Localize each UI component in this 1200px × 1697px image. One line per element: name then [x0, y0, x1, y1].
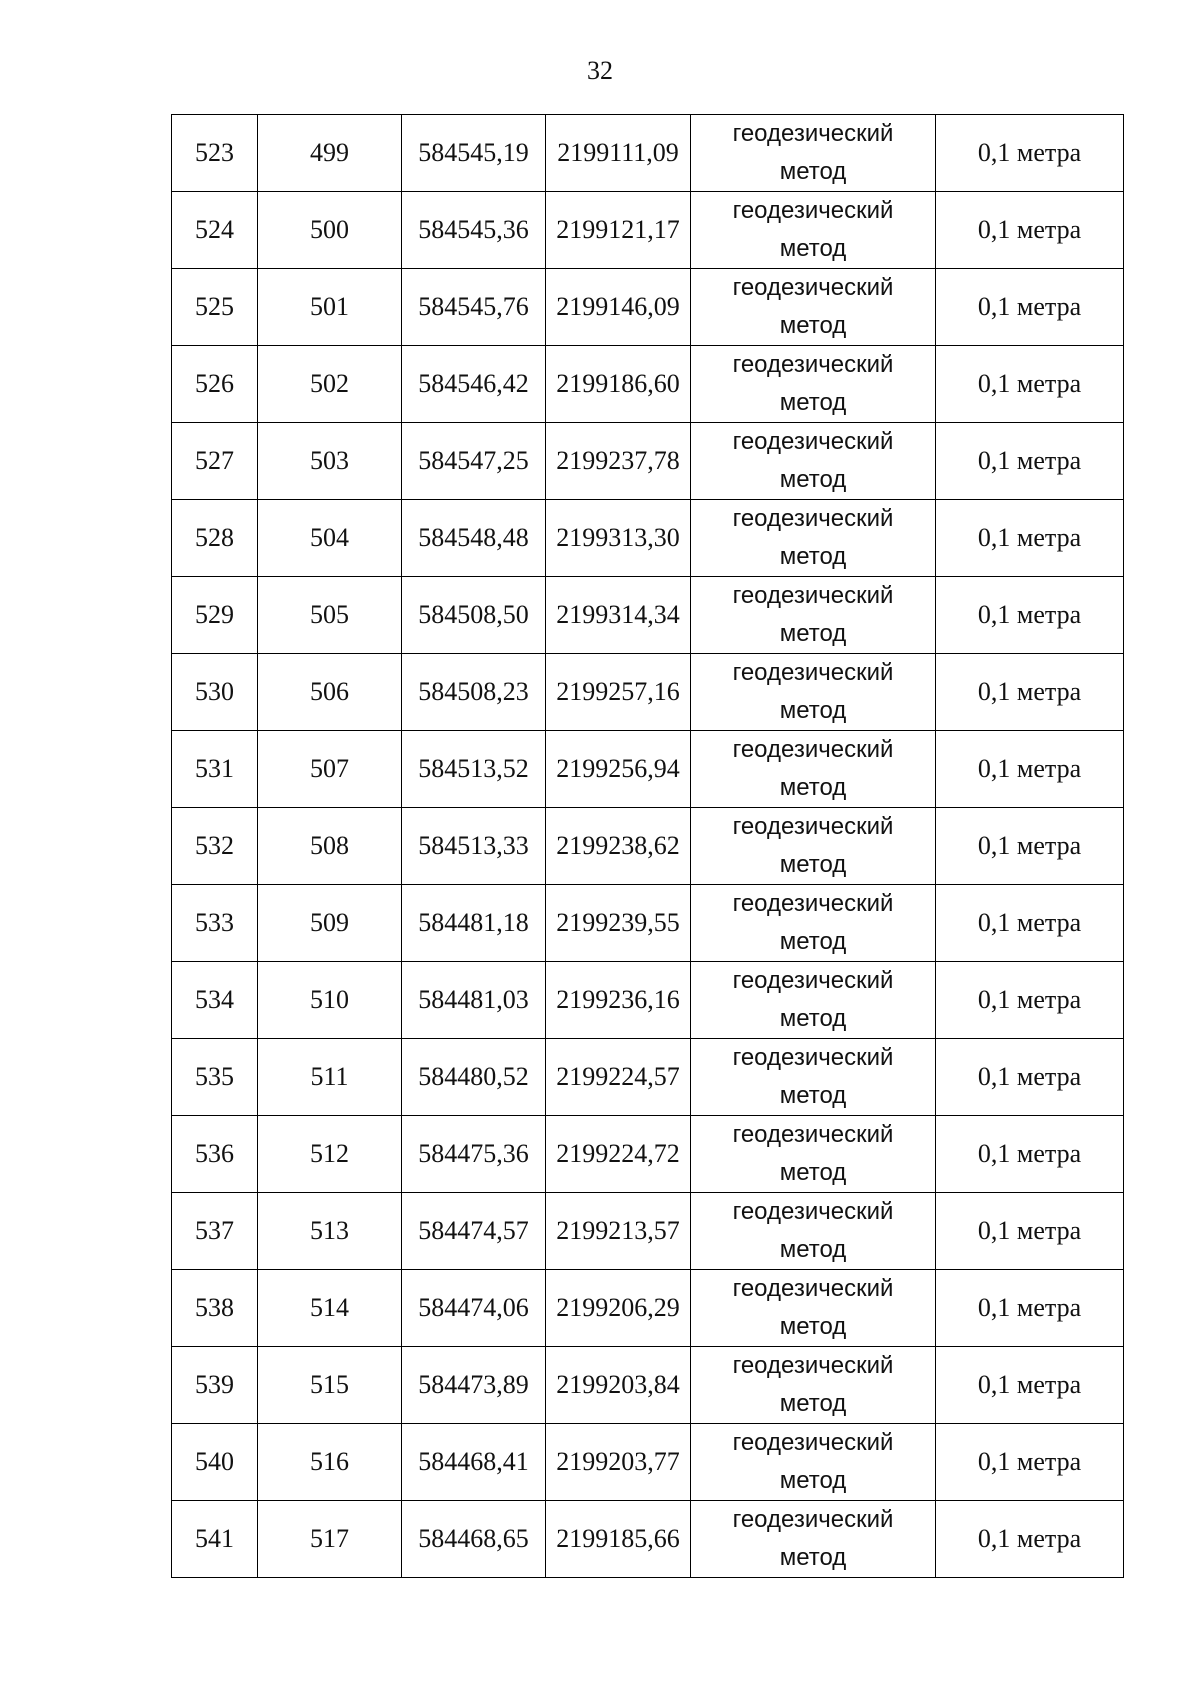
x-coordinate-cell: 584481,03 — [402, 962, 546, 1039]
method-cell — [691, 577, 936, 654]
table-row — [172, 269, 1124, 346]
method-cell — [691, 885, 936, 962]
row-number-cell: 536 — [172, 1116, 258, 1193]
accuracy-cell: 0,1 метра — [936, 1039, 1124, 1116]
x-coordinate-cell: 584513,52 — [402, 731, 546, 808]
point-number-cell: 506 — [258, 654, 402, 731]
method-line-1: геодезический — [732, 505, 894, 532]
x-coordinate-cell: 584513,33 — [402, 808, 546, 885]
table-row — [172, 654, 1124, 731]
y-coordinate-cell: 2199224,72 — [546, 1116, 691, 1193]
method-line-2: метод — [779, 1082, 847, 1109]
method-line-2: метод — [779, 543, 847, 570]
method-cell — [691, 1270, 936, 1347]
table-row — [172, 1039, 1124, 1116]
table-row — [172, 1193, 1124, 1270]
method-line-1: геодезический — [732, 351, 894, 378]
accuracy-cell: 0,1 метра — [936, 500, 1124, 577]
x-coordinate-cell: 584548,48 — [402, 500, 546, 577]
method-line-1: геодезический — [732, 1506, 894, 1533]
accuracy-cell: 0,1 метра — [936, 808, 1124, 885]
point-number-cell: 516 — [258, 1424, 402, 1501]
x-coordinate-cell: 584508,23 — [402, 654, 546, 731]
method-cell — [691, 346, 936, 423]
x-coordinate-cell: 584474,57 — [402, 1193, 546, 1270]
table-row — [172, 1424, 1124, 1501]
method-line-1: геодезический — [732, 1044, 894, 1071]
point-number-cell: 503 — [258, 423, 402, 500]
method-cell — [691, 269, 936, 346]
x-coordinate-cell: 584475,36 — [402, 1116, 546, 1193]
table-row — [172, 1116, 1124, 1193]
point-number-cell: 508 — [258, 808, 402, 885]
y-coordinate-cell: 2199203,77 — [546, 1424, 691, 1501]
row-number-cell: 532 — [172, 808, 258, 885]
method-cell — [691, 1039, 936, 1116]
method-line-1: геодезический — [732, 1352, 894, 1379]
method-line-2: метод — [779, 1005, 847, 1032]
row-number-cell: 537 — [172, 1193, 258, 1270]
table-row — [172, 115, 1124, 192]
y-coordinate-cell: 2199203,84 — [546, 1347, 691, 1424]
page-number: 32 — [587, 56, 613, 85]
y-coordinate-cell: 2199239,55 — [546, 885, 691, 962]
x-coordinate-cell: 584473,89 — [402, 1347, 546, 1424]
x-coordinate-cell: 584545,19 — [402, 115, 546, 192]
point-number-cell: 515 — [258, 1347, 402, 1424]
method-line-2: метод — [779, 312, 847, 339]
accuracy-cell: 0,1 метра — [936, 269, 1124, 346]
accuracy-cell: 0,1 метра — [936, 115, 1124, 192]
method-line-2: метод — [779, 774, 847, 801]
table-row — [172, 1270, 1124, 1347]
method-line-2: метод — [779, 697, 847, 724]
row-number-cell: 523 — [172, 115, 258, 192]
accuracy-cell: 0,1 метра — [936, 1270, 1124, 1347]
point-number-cell: 513 — [258, 1193, 402, 1270]
method-line-1: геодезический — [732, 813, 894, 840]
table-row — [172, 346, 1124, 423]
table-row — [172, 1347, 1124, 1424]
x-coordinate-cell: 584545,36 — [402, 192, 546, 269]
table-row — [172, 500, 1124, 577]
method-line-2: метод — [779, 389, 847, 416]
method-cell — [691, 731, 936, 808]
accuracy-cell: 0,1 метра — [936, 192, 1124, 269]
row-number-cell: 524 — [172, 192, 258, 269]
row-number-cell: 526 — [172, 346, 258, 423]
method-line-2: метод — [779, 1313, 847, 1340]
x-coordinate-cell: 584468,41 — [402, 1424, 546, 1501]
y-coordinate-cell: 2199186,60 — [546, 346, 691, 423]
method-line-2: метод — [779, 1544, 847, 1571]
row-number-cell: 527 — [172, 423, 258, 500]
table-row — [172, 577, 1124, 654]
accuracy-cell: 0,1 метра — [936, 346, 1124, 423]
point-number-cell: 501 — [258, 269, 402, 346]
row-number-cell: 529 — [172, 577, 258, 654]
x-coordinate-cell: 584546,42 — [402, 346, 546, 423]
coordinates-table — [171, 114, 1124, 1578]
method-cell — [691, 1193, 936, 1270]
table-row — [172, 808, 1124, 885]
y-coordinate-cell: 2199185,66 — [546, 1501, 691, 1578]
point-number-cell: 502 — [258, 346, 402, 423]
point-number-cell: 512 — [258, 1116, 402, 1193]
point-number-cell: 509 — [258, 885, 402, 962]
accuracy-cell: 0,1 метра — [936, 1424, 1124, 1501]
row-number-cell: 533 — [172, 885, 258, 962]
row-number-cell: 534 — [172, 962, 258, 1039]
accuracy-cell: 0,1 метра — [936, 577, 1124, 654]
y-coordinate-cell: 2199146,09 — [546, 269, 691, 346]
point-number-cell: 514 — [258, 1270, 402, 1347]
row-number-cell: 528 — [172, 500, 258, 577]
y-coordinate-cell: 2199313,30 — [546, 500, 691, 577]
coordinates-table-body — [172, 115, 1124, 1578]
method-cell — [691, 500, 936, 577]
method-cell — [691, 1116, 936, 1193]
point-number-cell: 504 — [258, 500, 402, 577]
y-coordinate-cell: 2199224,57 — [546, 1039, 691, 1116]
method-cell — [691, 115, 936, 192]
y-coordinate-cell: 2199111,09 — [546, 115, 691, 192]
x-coordinate-cell: 584545,76 — [402, 269, 546, 346]
accuracy-cell: 0,1 метра — [936, 731, 1124, 808]
method-cell — [691, 423, 936, 500]
row-number-cell: 538 — [172, 1270, 258, 1347]
accuracy-cell: 0,1 метра — [936, 1193, 1124, 1270]
accuracy-cell: 0,1 метра — [936, 423, 1124, 500]
method-cell — [691, 1501, 936, 1578]
y-coordinate-cell: 2199121,17 — [546, 192, 691, 269]
table-row — [172, 731, 1124, 808]
x-coordinate-cell: 584474,06 — [402, 1270, 546, 1347]
point-number-cell: 510 — [258, 962, 402, 1039]
table-row — [172, 962, 1124, 1039]
method-line-1: геодезический — [732, 120, 894, 147]
table-row — [172, 1501, 1124, 1578]
y-coordinate-cell: 2199237,78 — [546, 423, 691, 500]
table-row — [172, 885, 1124, 962]
method-cell — [691, 808, 936, 885]
point-number-cell: 499 — [258, 115, 402, 192]
accuracy-cell: 0,1 метра — [936, 1347, 1124, 1424]
method-line-1: геодезический — [732, 274, 894, 301]
point-number-cell: 500 — [258, 192, 402, 269]
y-coordinate-cell: 2199213,57 — [546, 1193, 691, 1270]
accuracy-cell: 0,1 метра — [936, 654, 1124, 731]
row-number-cell: 531 — [172, 731, 258, 808]
row-number-cell: 541 — [172, 1501, 258, 1578]
method-line-2: метод — [779, 1390, 847, 1417]
method-line-1: геодезический — [732, 1121, 894, 1148]
method-cell — [691, 1347, 936, 1424]
method-line-1: геодезический — [732, 659, 894, 686]
method-line-1: геодезический — [732, 890, 894, 917]
row-number-cell: 530 — [172, 654, 258, 731]
x-coordinate-cell: 584480,52 — [402, 1039, 546, 1116]
method-line-2: метод — [779, 851, 847, 878]
method-line-2: метод — [779, 928, 847, 955]
row-number-cell: 540 — [172, 1424, 258, 1501]
method-line-1: геодезический — [732, 967, 894, 994]
method-line-2: метод — [779, 466, 847, 493]
x-coordinate-cell: 584468,65 — [402, 1501, 546, 1578]
row-number-cell: 525 — [172, 269, 258, 346]
y-coordinate-cell: 2199206,29 — [546, 1270, 691, 1347]
y-coordinate-cell: 2199256,94 — [546, 731, 691, 808]
method-line-2: метод — [779, 620, 847, 647]
method-line-2: метод — [779, 235, 847, 262]
y-coordinate-cell: 2199257,16 — [546, 654, 691, 731]
y-coordinate-cell: 2199238,62 — [546, 808, 691, 885]
method-line-1: геодезический — [732, 736, 894, 763]
method-line-1: геодезический — [732, 1275, 894, 1302]
accuracy-cell: 0,1 метра — [936, 885, 1124, 962]
method-cell — [691, 192, 936, 269]
method-cell — [691, 654, 936, 731]
method-cell — [691, 1424, 936, 1501]
method-line-1: геодезический — [732, 428, 894, 455]
point-number-cell: 505 — [258, 577, 402, 654]
method-line-1: геодезический — [732, 1198, 894, 1225]
table-row — [172, 192, 1124, 269]
table-row — [172, 423, 1124, 500]
point-number-cell: 517 — [258, 1501, 402, 1578]
point-number-cell: 511 — [258, 1039, 402, 1116]
row-number-cell: 539 — [172, 1347, 258, 1424]
method-line-1: геодезический — [732, 1429, 894, 1456]
accuracy-cell: 0,1 метра — [936, 1116, 1124, 1193]
method-line-2: метод — [779, 1467, 847, 1494]
x-coordinate-cell: 584547,25 — [402, 423, 546, 500]
method-cell — [691, 962, 936, 1039]
y-coordinate-cell: 2199236,16 — [546, 962, 691, 1039]
x-coordinate-cell: 584481,18 — [402, 885, 546, 962]
row-number-cell: 535 — [172, 1039, 258, 1116]
point-number-cell: 507 — [258, 731, 402, 808]
accuracy-cell: 0,1 метра — [936, 962, 1124, 1039]
method-line-1: геодезический — [732, 582, 894, 609]
method-line-2: метод — [779, 158, 847, 185]
accuracy-cell: 0,1 метра — [936, 1501, 1124, 1578]
method-line-1: геодезический — [732, 197, 894, 224]
method-line-2: метод — [779, 1236, 847, 1263]
method-line-2: метод — [779, 1159, 847, 1186]
x-coordinate-cell: 584508,50 — [402, 577, 546, 654]
y-coordinate-cell: 2199314,34 — [546, 577, 691, 654]
